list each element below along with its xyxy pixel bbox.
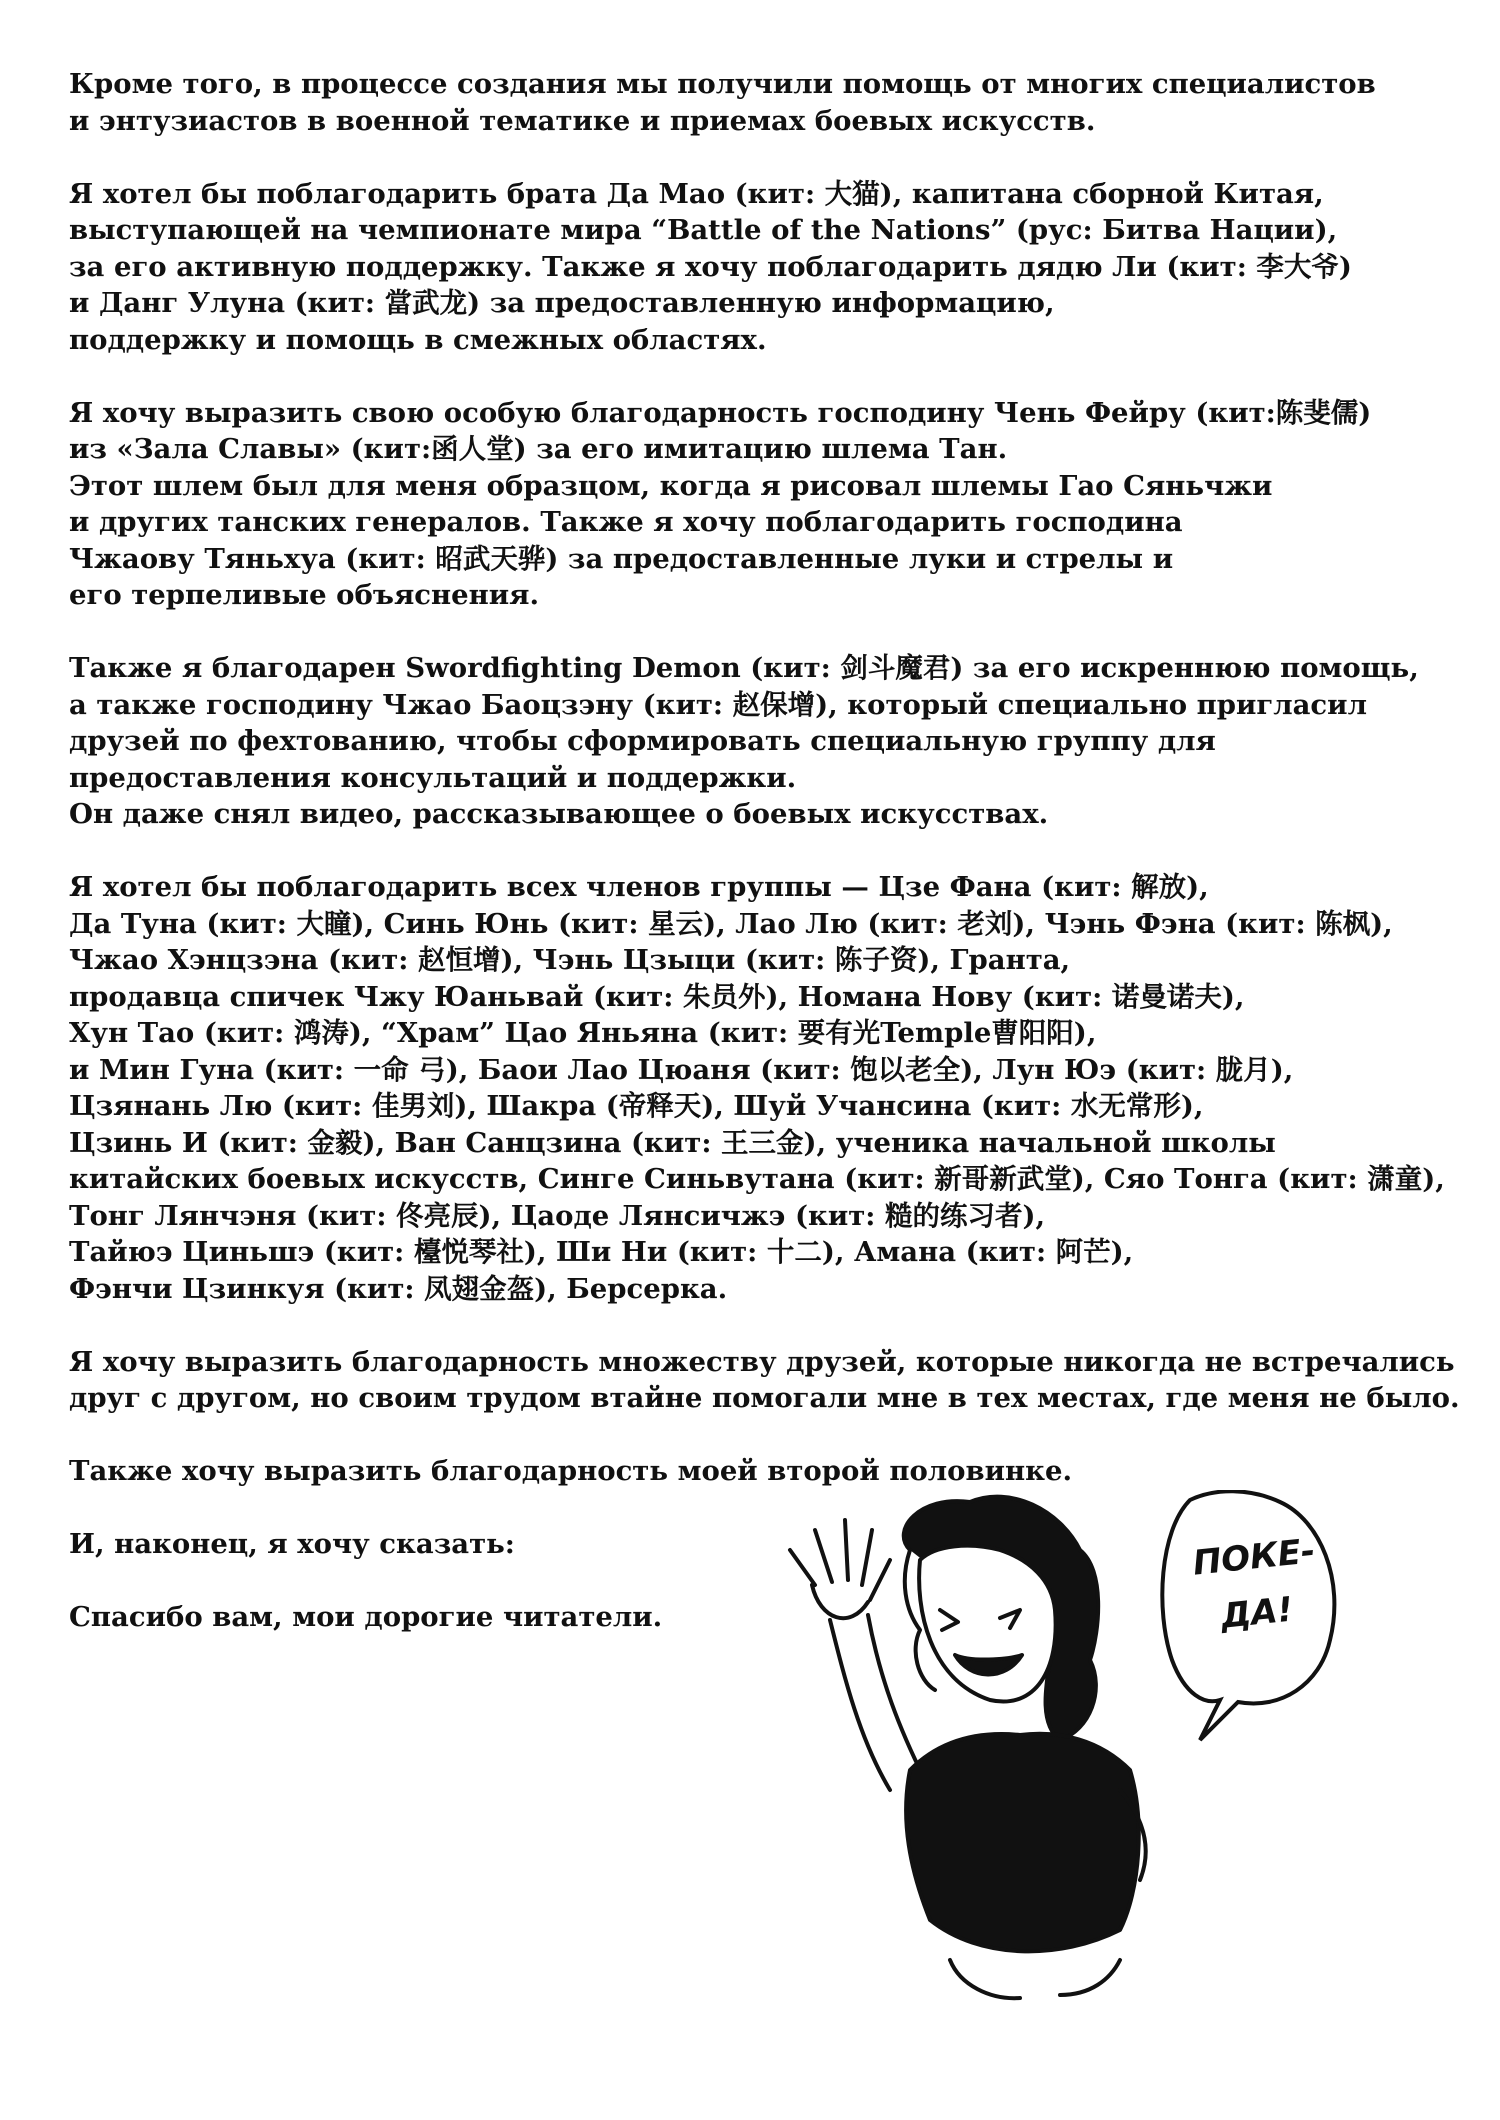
text-line: и других танских генералов. Также я хочу поблагодарить господина <box>69 506 1183 538</box>
paragraph <box>69 869 1469 1307</box>
paragraph <box>69 66 1469 139</box>
text-line: Чжаову Тяньхуа (кит: 昭武天骅) за предоставленные луки и стрелы и <box>69 542 1174 575</box>
text-line: Он даже снял видео, рассказывающее о боевых искусствах. <box>69 798 1049 830</box>
text-line: Чжао Хэнцзэна (кит: 赵恒增), Чэнь Цзыци (кит: 陈子资), Гранта, <box>69 944 1071 976</box>
text-line: Хун Тао (кит: 鸿涛), “Храм” Цао Яньяна (кит: 要有光Temple曹阳阳), <box>69 1017 1097 1049</box>
document-text <box>69 66 1469 1672</box>
text-line: поддержку и помощь в смежных областях. <box>69 323 767 356</box>
text-line: Цзинь И (кит: 金毅), Ван Санцзина (кит: 王三金), ученика начальной школы <box>69 1126 1276 1159</box>
text-line: Кроме того, в процессе создания мы получили помощь от многих специалистов <box>69 68 1376 100</box>
speech-bubble <box>1162 1491 1334 1740</box>
text-line: а также господину Чжао Баоцзэну (кит: 赵保增), который специально пригласил <box>69 688 1367 721</box>
text-line: Я хотел бы поблагодарить всех членов группы — Цзе Фана (кит: 解放), <box>69 871 1209 903</box>
author-illustration <box>760 1490 1460 2010</box>
text-line: Да Туна (кит: 大瞳), Синь Юнь (кит: 星云), Лао Лю (кит: 老刘), Чэнь Фэна (кит: 陈枫), <box>69 907 1393 940</box>
paragraph <box>69 650 1469 833</box>
bubble-text-line2: ДА! <box>1218 1589 1295 1637</box>
text-line: и Данг Улуна (кит: 當武龙) за предоставленную информацию, <box>69 287 1055 319</box>
text-line: Спасибо вам, мои дорогие читатели. <box>69 1601 663 1633</box>
text-line: продавца спичек Чжу Юаньвай (кит: 朱员外), Номана Нову (кит: 诺曼诺夫), <box>69 980 1245 1013</box>
text-line: выступающей на чемпионате мира “Battle of the Nations” (рус: Битва Нации), <box>69 214 1338 246</box>
text-line: Также я благодарен Swordfighting Demon (кит: 剑斗魔君) за его искреннюю помощь, <box>69 652 1419 684</box>
waving-character <box>790 1497 1146 1999</box>
paragraph <box>69 395 1469 614</box>
paragraph <box>69 1344 1469 1417</box>
bubble-text-line1: ПОКЕ- <box>1190 1531 1317 1584</box>
text-line: друг с другом, но своим трудом втайне помогали мне в тех местах, где меня не было. <box>69 1382 1460 1414</box>
text-line: и энтузиастов в военной тематике и приемах боевых искусств. <box>69 104 1096 137</box>
text-line: из «Зала Славы» (кит:函人堂) за его имитацию шлема Тан. <box>69 433 1008 465</box>
text-line: и Мин Гуна (кит: 一命 弓), Баои Лао Цюаня (кит: 饱以老全), Лун Юэ (кит: 胧月), <box>69 1053 1294 1086</box>
text-line: друзей по фехтованию, чтобы сформировать специальную группу для <box>69 725 1216 757</box>
text-line: Тайюэ Циньшэ (кит: 檯悦琴社), Ши Ни (кит: 十二), Амана (кит: 阿芒), <box>69 1236 1134 1268</box>
paragraph <box>69 1453 1469 1490</box>
text-line: Также хочу выразить благодарность моей второй половинке. <box>69 1455 1073 1487</box>
text-line: предоставления консультаций и поддержки. <box>69 761 797 794</box>
text-line: И, наконец, я хочу сказать: <box>69 1528 515 1560</box>
paragraph <box>69 176 1469 359</box>
text-line: Я хочу выразить благодарность множеству друзей, которые никогда не встречались <box>69 1345 1455 1378</box>
text-line: Я хочу выразить свою особую благодарность господину Чень Фейру (кит:陈斐儒) <box>69 396 1372 429</box>
text-line: Цзянань Лю (кит: 佳男刘), Шакра (帝释天), Шуй Учансина (кит: 水无常形), <box>69 1090 1204 1122</box>
text-line: его терпеливые объяснения. <box>69 579 540 611</box>
text-line: китайских боевых искусств, Синге Синьвутана (кит: 新哥新武堂), Сяо Тонга (кит: 潇童), <box>69 1163 1445 1195</box>
text-line: Я хотел бы поблагодарить брата Да Мао (кит: 大猫), капитана сборной Китая, <box>69 177 1324 210</box>
text-line: за его активную поддержку. Также я хочу поблагодарить дядю Ли (кит: 李大爷) <box>69 250 1352 283</box>
text-line: Фэнчи Цзинкуя (кит: 凤翅金盔), Берсерка. <box>69 1272 728 1305</box>
text-line: Этот шлем был для меня образцом, когда я рисовал шлемы Гао Сяньчжи <box>69 469 1273 502</box>
text-line: Тонг Лянчэня (кит: 佟亮辰), Цаоде Лянсичжэ (кит: 糙的练习者), <box>69 1199 1046 1232</box>
